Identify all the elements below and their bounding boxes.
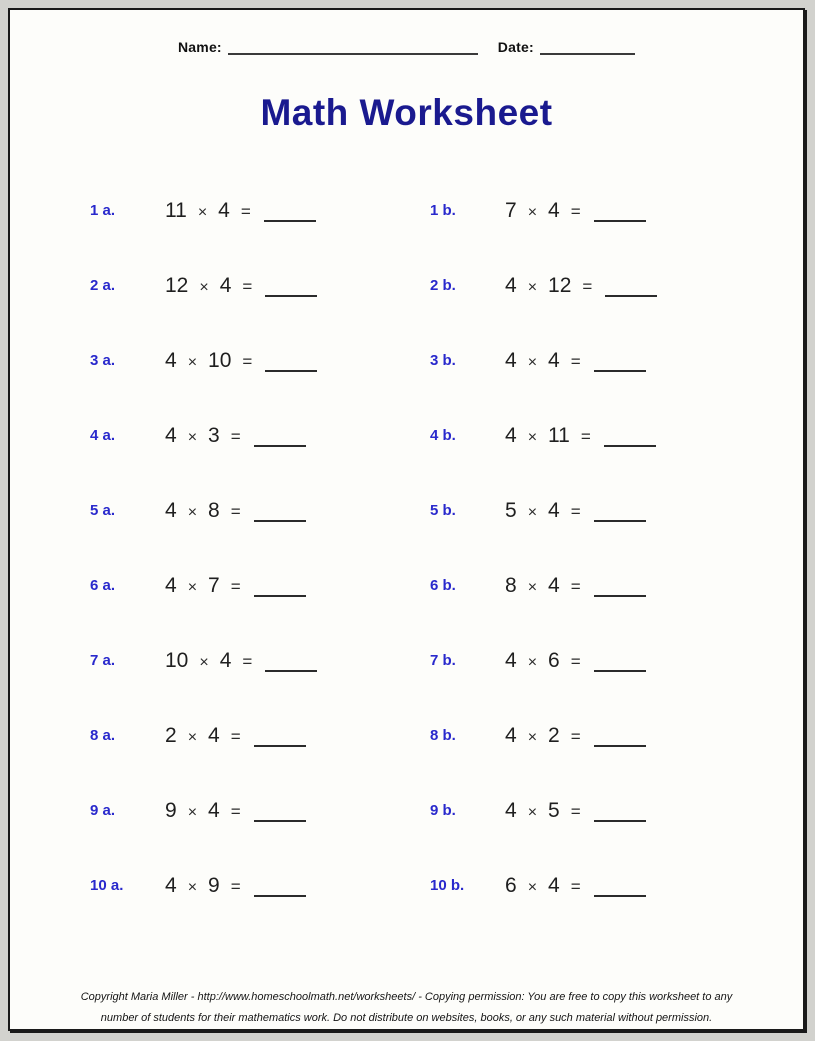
problem-label-a: 5 a. [90, 502, 116, 519]
answer-blank[interactable] [594, 579, 646, 597]
factor-1: 10 [165, 648, 189, 672]
multiply-icon: × [187, 503, 198, 521]
problem-label-a: 7 a. [90, 652, 116, 669]
factor-2: 11 [548, 423, 570, 447]
problem-expression-a [165, 799, 430, 823]
problem-expression-a [165, 724, 430, 748]
problem-expression-b [505, 349, 791, 373]
equals-sign: = [570, 501, 581, 521]
multiply-icon: × [199, 278, 209, 296]
factor-1: 2 [165, 723, 177, 747]
problem-label-b: 4 b. [430, 427, 456, 444]
equals-sign: = [570, 876, 581, 896]
problem-label-b: 9 b. [430, 802, 456, 819]
equals-sign: = [570, 726, 581, 746]
problem-expression-b [505, 724, 791, 748]
copyright-footer [10, 987, 803, 1029]
answer-blank[interactable] [594, 654, 646, 672]
equals-sign: = [230, 501, 241, 521]
multiply-icon: × [527, 353, 538, 371]
answer-blank[interactable] [594, 804, 646, 822]
factor-2: 5 [548, 798, 560, 822]
problems-grid [90, 173, 791, 923]
equals-sign: = [230, 726, 241, 746]
answer-blank[interactable] [254, 879, 306, 897]
copyright-line-2: number of students for their mathematics work. Do not distribute on websites, books, or any such material without permission. [100, 1012, 713, 1024]
problem-label-a: 1 a. [90, 202, 116, 219]
multiply-icon: × [197, 203, 208, 221]
answer-blank[interactable] [254, 504, 306, 522]
factor-1: 4 [165, 873, 177, 897]
page-title: Math Worksheet [260, 92, 553, 133]
problem-expression-a [165, 424, 430, 448]
answer-blank[interactable] [594, 354, 646, 372]
answer-blank[interactable] [254, 579, 306, 597]
factor-1: 4 [505, 798, 517, 822]
problem-expression-b [505, 649, 791, 673]
factor-2: 4 [548, 873, 560, 897]
factor-1: 4 [165, 348, 177, 372]
problem-label-a: 9 a. [90, 802, 116, 819]
problem-expression-a [165, 874, 430, 898]
problem-label-b: 10 b. [430, 877, 465, 894]
equals-sign: = [570, 651, 581, 671]
answer-blank[interactable] [254, 804, 306, 822]
multiply-icon: × [527, 578, 538, 596]
factor-2: 4 [548, 198, 560, 222]
name-date-header [10, 36, 803, 55]
factor-2: 2 [548, 723, 560, 747]
factor-1: 4 [505, 273, 517, 297]
factor-1: 4 [505, 723, 517, 747]
factor-1: 11 [165, 198, 187, 222]
name-label: Name: [178, 39, 222, 55]
problem-expression-b [505, 424, 791, 448]
equals-sign: = [240, 201, 251, 221]
problem-label-a: 6 a. [90, 577, 116, 594]
multiply-icon: × [527, 878, 538, 896]
factor-2: 4 [548, 573, 560, 597]
problem-label-b: 8 b. [430, 727, 456, 744]
factor-2: 8 [208, 498, 220, 522]
multiply-icon: × [199, 653, 209, 671]
answer-blank[interactable] [594, 729, 646, 747]
answer-blank[interactable] [265, 654, 317, 672]
problem-expression-a [165, 649, 430, 673]
problem-label-a: 8 a. [90, 727, 116, 744]
factor-1: 4 [165, 423, 177, 447]
problem-expression-a [165, 499, 430, 523]
factor-1: 12 [165, 273, 189, 297]
problem-row [90, 173, 791, 248]
multiply-icon: × [527, 278, 538, 296]
factor-1: 4 [165, 498, 177, 522]
answer-blank[interactable] [265, 354, 317, 372]
answer-blank[interactable] [265, 279, 317, 297]
factor-1: 4 [505, 648, 517, 672]
copyright-line-1: Copyright Maria Miller - http://www.homeschoolmath.net/worksheets/ - Copying permission: You are free to copy this worksheet to any [80, 991, 733, 1003]
problem-label-b: 1 b. [430, 202, 456, 219]
problem-expression-a [165, 349, 430, 373]
problem-label-a: 4 a. [90, 427, 116, 444]
problem-expression-a [165, 199, 430, 223]
factor-2: 6 [548, 648, 560, 672]
problem-expression-b [505, 799, 791, 823]
factor-1: 4 [505, 423, 517, 447]
problem-expression-b [505, 574, 791, 598]
answer-blank[interactable] [264, 204, 316, 222]
problem-label-b: 7 b. [430, 652, 456, 669]
problem-label-b: 5 b. [430, 502, 456, 519]
problem-row [90, 398, 791, 473]
factor-2: 4 [218, 198, 230, 222]
multiply-icon: × [527, 503, 538, 521]
equals-sign: = [582, 276, 593, 296]
equals-sign: = [570, 576, 581, 596]
answer-blank[interactable] [594, 879, 646, 897]
factor-1: 9 [165, 798, 177, 822]
equals-sign: = [230, 426, 241, 446]
factor-1: 8 [505, 573, 517, 597]
equals-sign: = [570, 351, 581, 371]
multiply-icon: × [187, 578, 198, 596]
equals-sign: = [242, 276, 253, 296]
multiply-icon: × [527, 653, 538, 671]
factor-1: 6 [505, 873, 517, 897]
answer-blank[interactable] [254, 429, 306, 447]
factor-1: 4 [505, 348, 517, 372]
factor-2: 7 [208, 573, 220, 597]
factor-2: 4 [208, 723, 220, 747]
factor-2: 12 [548, 273, 572, 297]
factor-2: 4 [548, 348, 560, 372]
multiply-icon: × [187, 428, 198, 446]
factor-2: 4 [208, 798, 220, 822]
worksheet-page [8, 8, 805, 1031]
problem-label-a: 2 a. [90, 277, 116, 294]
problem-row [90, 848, 791, 923]
factor-1: 5 [505, 498, 517, 522]
factor-2: 4 [219, 648, 232, 672]
answer-blank[interactable] [605, 279, 657, 297]
multiply-icon: × [527, 428, 538, 446]
factor-2: 4 [219, 273, 232, 297]
multiply-icon: × [187, 353, 198, 371]
multiply-icon: × [527, 728, 538, 746]
problem-row [90, 473, 791, 548]
factor-2: 9 [208, 873, 220, 897]
factor-1: 4 [165, 573, 177, 597]
factor-2: 10 [208, 348, 232, 372]
date-input-line[interactable] [540, 39, 635, 55]
answer-blank[interactable] [594, 204, 646, 222]
problem-expression-b [505, 874, 791, 898]
problem-row [90, 323, 791, 398]
problem-expression-b [505, 499, 791, 523]
multiply-icon: × [187, 803, 198, 821]
equals-sign: = [580, 426, 591, 446]
problem-row [90, 623, 791, 698]
problem-label-a: 10 a. [90, 877, 124, 894]
equals-sign: = [230, 876, 241, 896]
equals-sign: = [242, 351, 253, 371]
factor-1: 7 [505, 198, 517, 222]
name-input-line[interactable] [228, 39, 478, 55]
problem-row [90, 698, 791, 773]
multiply-icon: × [187, 728, 198, 746]
problem-label-a: 3 a. [90, 352, 116, 369]
equals-sign: = [570, 801, 581, 821]
multiply-icon: × [187, 878, 198, 896]
problem-row [90, 773, 791, 848]
problem-expression-b [505, 274, 791, 298]
factor-2: 4 [548, 498, 560, 522]
problem-expression-a [165, 274, 430, 298]
multiply-icon: × [527, 203, 538, 221]
problem-expression-b [505, 199, 791, 223]
problem-label-b: 3 b. [430, 352, 456, 369]
problem-row [90, 248, 791, 323]
answer-blank[interactable] [604, 429, 656, 447]
equals-sign: = [242, 651, 253, 671]
equals-sign: = [230, 576, 241, 596]
factor-2: 3 [208, 423, 220, 447]
problem-expression-a [165, 574, 430, 598]
date-label: Date: [497, 39, 534, 55]
problem-label-b: 2 b. [430, 277, 456, 294]
problem-row [90, 548, 791, 623]
answer-blank[interactable] [594, 504, 646, 522]
problem-label-b: 6 b. [430, 577, 456, 594]
equals-sign: = [230, 801, 241, 821]
equals-sign: = [570, 201, 581, 221]
multiply-icon: × [527, 803, 538, 821]
answer-blank[interactable] [254, 729, 306, 747]
